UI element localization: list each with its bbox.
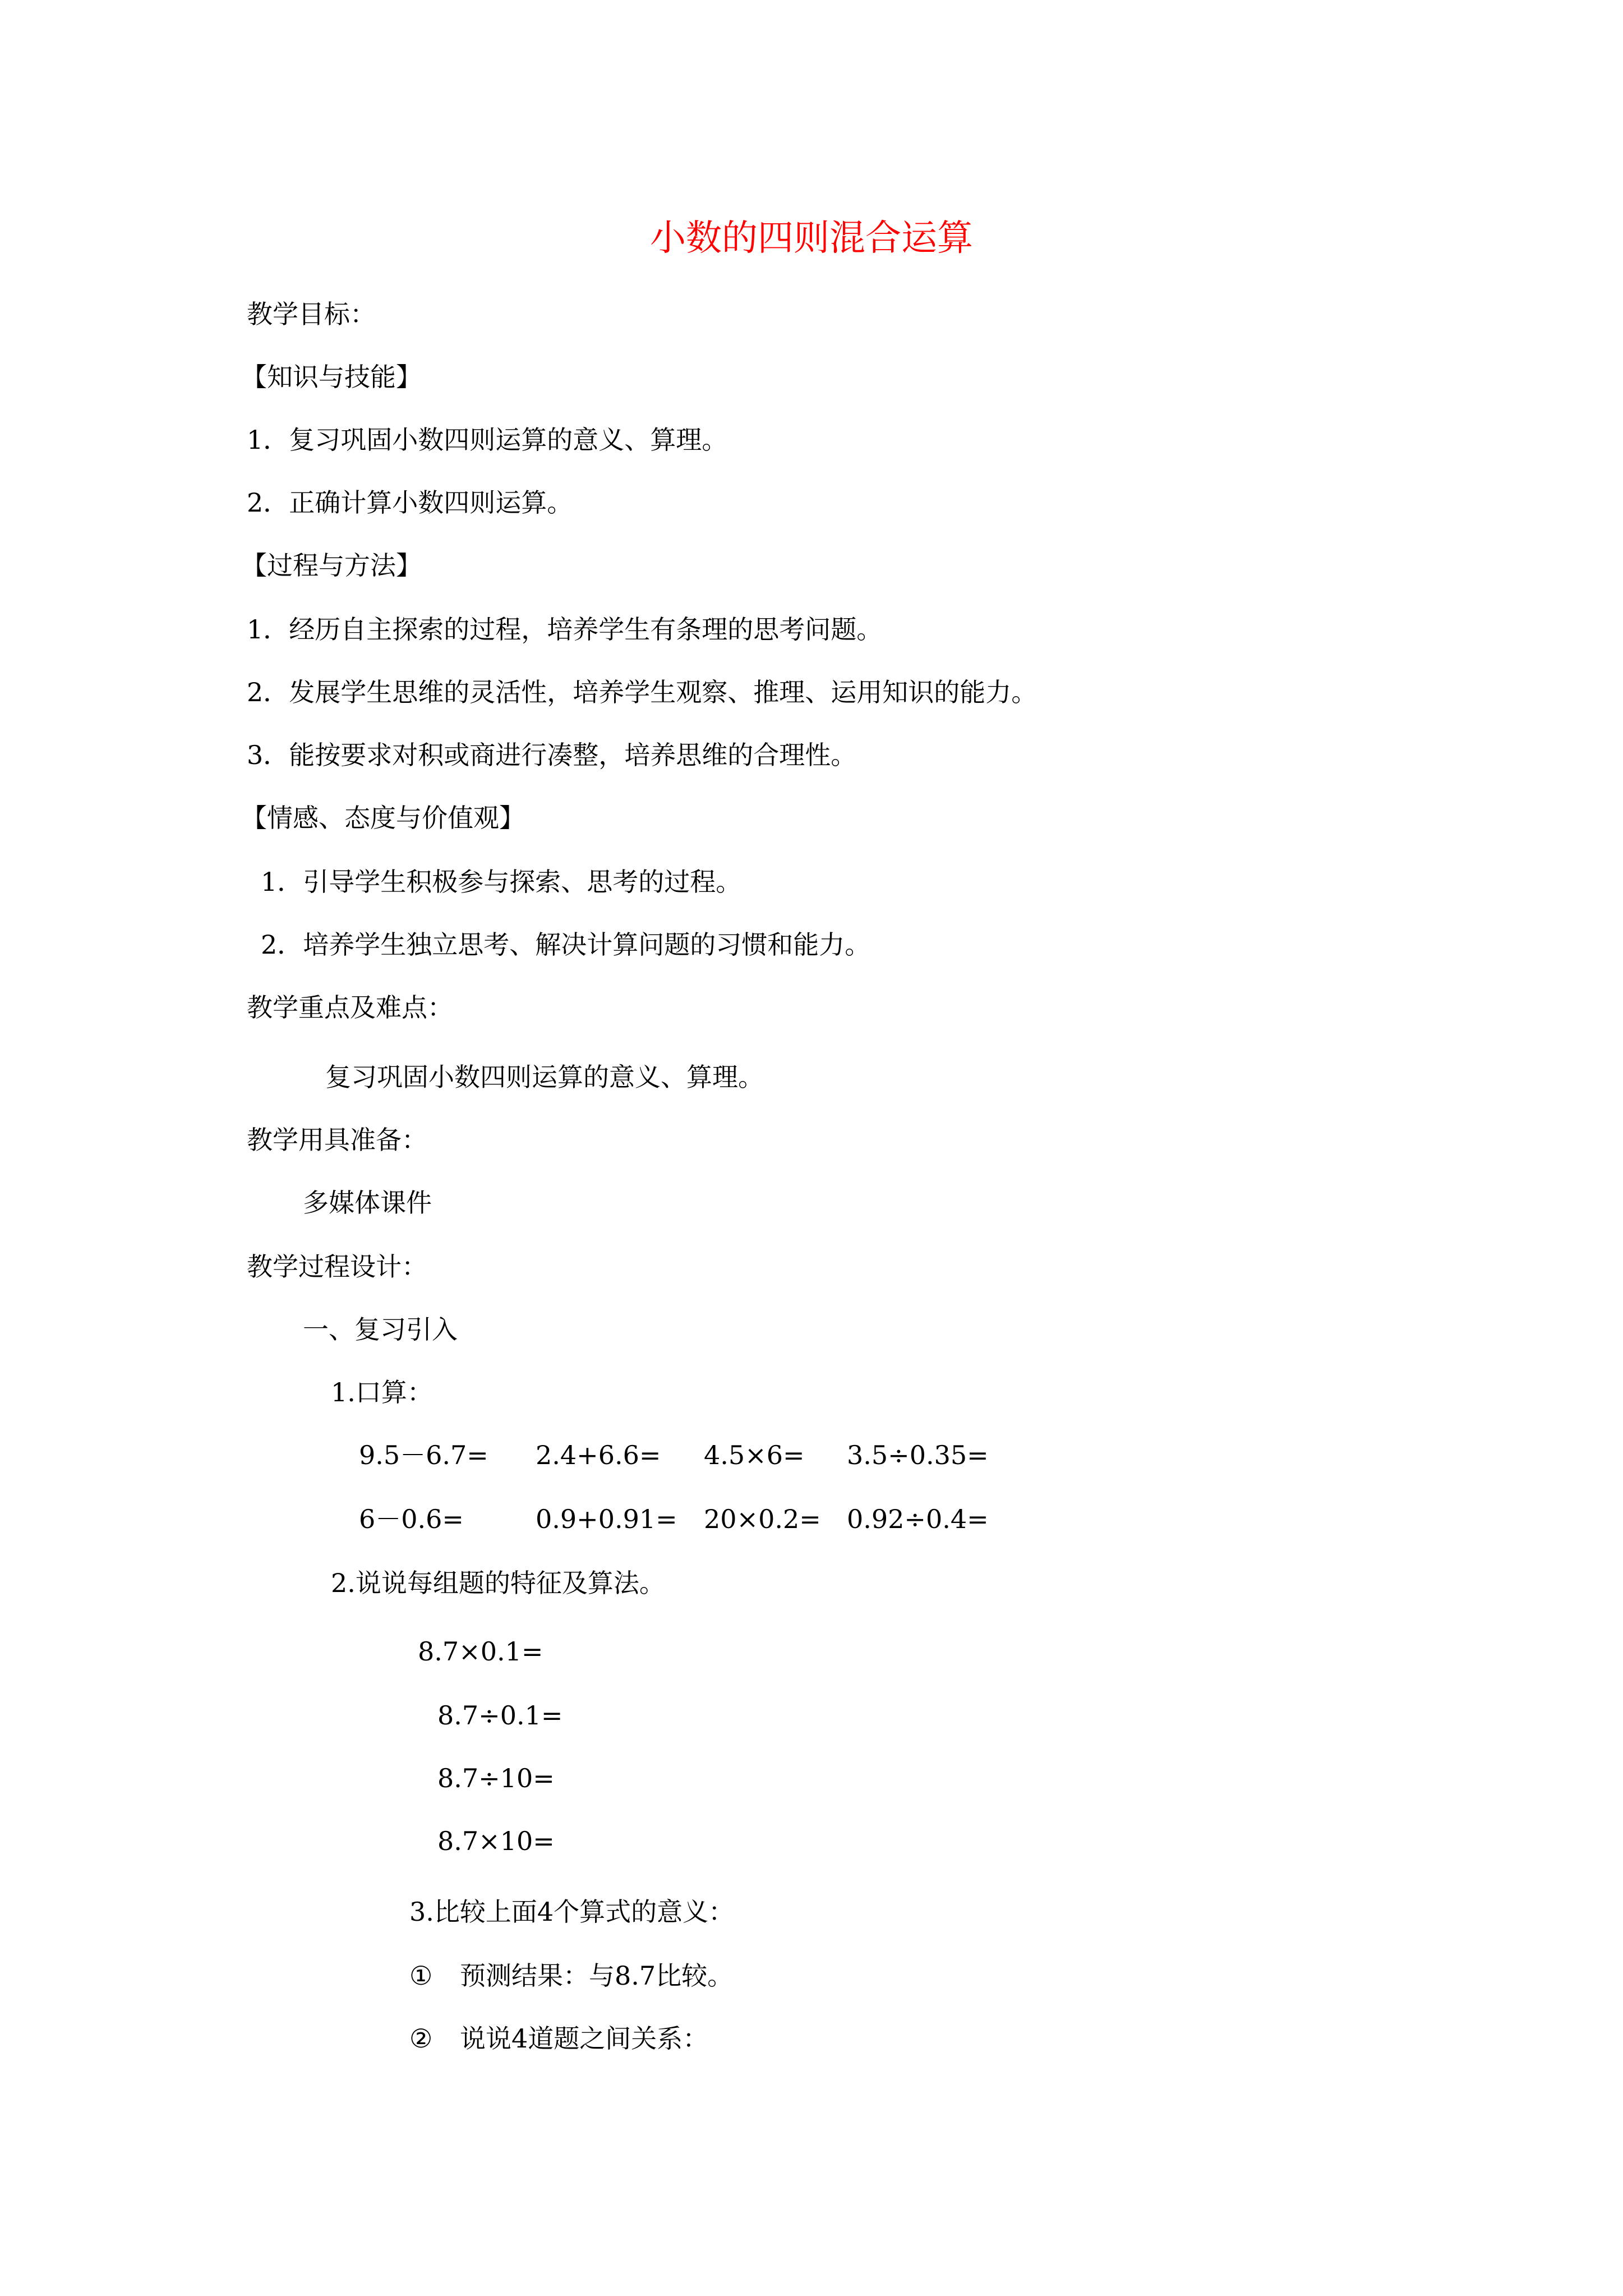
oral-expression: 20×0.2= bbox=[704, 1504, 821, 1534]
oral-expression: 6－0.6= bbox=[359, 1504, 464, 1534]
compare-heading: 3.比较上面4个算式的意义： bbox=[409, 1897, 735, 1927]
key-points-heading: 教学重点及难点： bbox=[247, 992, 453, 1023]
group-heading: 2.说说每组题的特征及算法。 bbox=[331, 1568, 665, 1598]
oral-expression: 9.5－6.7= bbox=[359, 1440, 488, 1470]
emotion-item-1: 1．引导学生积极参与探索、思考的过程。 bbox=[261, 867, 742, 897]
oral-expression: 3.5÷0.35= bbox=[847, 1440, 989, 1470]
tools-text: 多媒体课件 bbox=[303, 1188, 432, 1218]
group-item-4: 8.7×10= bbox=[437, 1826, 555, 1856]
process-item-3: 3．能按要求对积或商进行凑整，培养思维的合理性。 bbox=[247, 740, 857, 770]
process-item-1: 1．经历自主探索的过程，培养学生有条理的思考问题。 bbox=[247, 614, 883, 645]
tools-heading: 教学用具准备： bbox=[247, 1125, 427, 1155]
oral-row-2 bbox=[0, 1501, 1623, 1537]
design-heading: 教学过程设计： bbox=[247, 1251, 427, 1282]
key-points-text: 复习巩固小数四则运算的意义、算理。 bbox=[325, 1062, 764, 1092]
group-item-3: 8.7÷10= bbox=[437, 1763, 555, 1793]
circled-number-1: ① bbox=[409, 1961, 433, 1991]
oral-expression: 2.4+6.6= bbox=[536, 1440, 661, 1470]
group-item-1: 8.7×0.1= bbox=[418, 1636, 543, 1667]
oral-expression: 0.9+0.91= bbox=[536, 1504, 677, 1534]
oral-expression: 0.92÷0.4= bbox=[847, 1504, 989, 1534]
oral-expression: 4.5×6= bbox=[704, 1440, 805, 1470]
oral-heading: 1.口算： bbox=[331, 1377, 433, 1407]
oral-row-1 bbox=[0, 1437, 1623, 1473]
knowledge-item-2: 2．正确计算小数四则运算。 bbox=[247, 487, 573, 518]
document-title: 小数的四则混合运算 bbox=[650, 218, 973, 259]
process-item-2: 2．发展学生思维的灵活性，培养学生观察、推理、运用知识的能力。 bbox=[247, 677, 1038, 707]
section-1-heading: 一、复习引入 bbox=[303, 1314, 458, 1345]
compare-item-1: 预测结果：与8.7比较。 bbox=[460, 1961, 734, 1991]
emotion-item-2: 2．培养学生独立思考、解决计算问题的习惯和能力。 bbox=[261, 930, 871, 960]
process-heading: 【过程与方法】 bbox=[241, 550, 422, 581]
group-item-2: 8.7÷0.1= bbox=[437, 1700, 563, 1731]
emotion-heading: 【情感、态度与价值观】 bbox=[241, 803, 525, 833]
goals-heading: 教学目标： bbox=[247, 299, 376, 329]
knowledge-heading: 【知识与技能】 bbox=[241, 362, 422, 392]
knowledge-item-1: 1．复习巩固小数四则运算的意义、算理。 bbox=[247, 425, 728, 455]
compare-item-2: 说说4道题之间关系： bbox=[460, 2023, 709, 2054]
circled-number-2: ② bbox=[409, 2023, 433, 2054]
